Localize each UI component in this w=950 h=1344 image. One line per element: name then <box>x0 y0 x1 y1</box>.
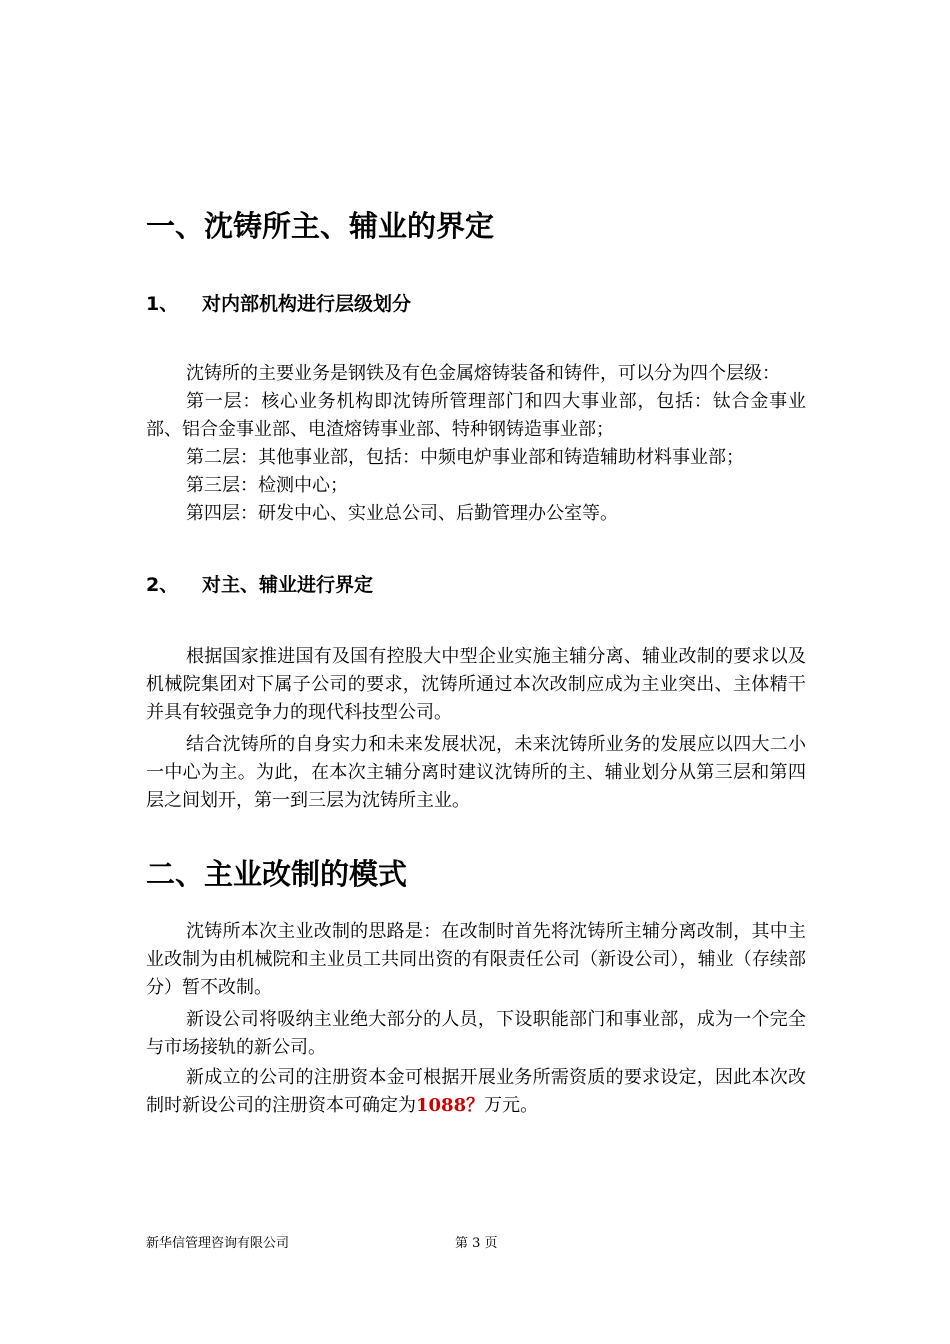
subsection-2-heading <box>146 570 373 597</box>
subsection-1-title: 对内部机构进行层级划分 <box>202 293 412 315</box>
paragraph-new-company: 新设公司将吸纳主业绝大部分的人员，下设职能部门和事业部，成为一个完全与市场接轨的新公司。 <box>146 1009 806 1058</box>
paragraph-reform-requirement: 根据国家推进国有及国有控股大中型企业实施主辅分离、辅业改制的要求以及机械院集团对下属子公司的要求，沈铸所通过本次改制应成为主业突出、主体精干并具有较强竞争力的现代科技型公司。 <box>146 646 806 723</box>
capital-amount-highlight: 1088？ <box>416 1095 485 1116</box>
footer-page-number: 第 3 页 <box>455 1236 498 1251</box>
section-2-heading: 二、主业改制的模式 <box>146 857 408 891</box>
footer-company: 新华信管理咨询有限公司 <box>146 1236 290 1251</box>
paragraph-registered-capital <box>146 1064 806 1120</box>
section-1-heading: 一、沈铸所主、辅业的界定 <box>146 209 495 243</box>
layer-3-text: 第三层：检测中心； <box>186 475 348 496</box>
layers-intro: 沈铸所的主要业务是钢铁及有色金属熔铸装备和铸件，可以分为四个层级： <box>186 363 780 384</box>
capital-text-after: 万元。 <box>484 1095 539 1116</box>
paragraph-reform-approach: 沈铸所本次主业改制的思路是：在改制时首先将沈铸所主辅分离改制，其中主业改制为由机械院和主业员工共同出资的有限责任公司（新设公司），辅业（存续部分）暂不改制。 <box>146 921 806 998</box>
subsection-1-heading <box>146 289 411 316</box>
subsection-2-title: 对主、辅业进行界定 <box>202 574 374 596</box>
paragraph-business-division: 结合沈铸所的自身实力和未来发展状况，未来沈铸所业务的发展应以四大二小一中心为主。为此，在本次主辅分离时建议沈铸所的主、辅业划分从第三层和第四层之间划开，第一到三层为沈铸所主业。 <box>146 734 806 811</box>
layer-2-text: 第二层：其他事业部，包括：中频电炉事业部和铸造辅助材料事业部； <box>186 447 744 468</box>
layer-1-text: 第一层：核心业务机构即沈铸所管理部门和四大事业部，包括：钛合金事业部、铝合金事业部、电渣熔铸事业部、特种钢铸造事业部； <box>146 391 806 440</box>
subsection-1-number: 1、 <box>146 293 179 315</box>
layer-4-text: 第四层：研发中心、实业总公司、后勤管理办公室等。 <box>186 503 618 524</box>
subsection-2-number: 2、 <box>146 574 179 596</box>
capital-text-before: 新成立的公司的注册资本金可根据开展业务所需资质的要求设定，因此本次改制时新设公司的注册资本可确定为 <box>146 1067 806 1116</box>
